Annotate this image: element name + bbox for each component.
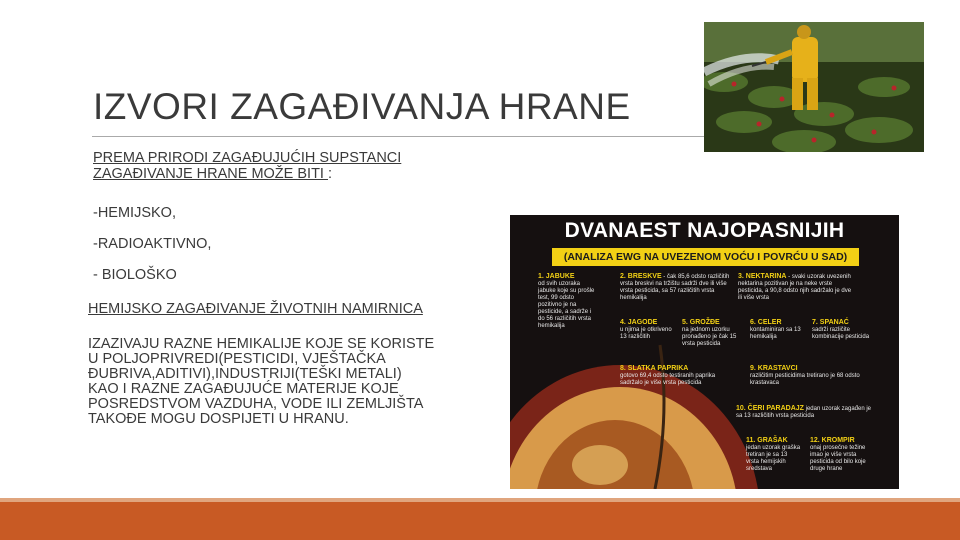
infographic-cell	[812, 319, 872, 341]
infographic-cell	[620, 319, 674, 341]
body-line: U POLJOPRIVREDI(PESTICIDI, VJEŠTAČKA	[88, 351, 386, 367]
cell-text: - čak 85,6 odsto različitih vrsta breskvi na tržištu sadrži dve ili više vrsta pesticida, sa 57 različitih vrsta hemikalija	[620, 274, 730, 301]
body-line: IZAZIVAJU RAZNE HEMIKALIJE KOJE SE KORISTE	[88, 336, 435, 352]
body-line: TAKOĐE MOGU DOSPIJETI U HRANU.	[88, 411, 349, 427]
body-line: POSREDSTVOM VAZDUHA, VODE ILI ZEMLJIŠTA	[88, 396, 424, 412]
list-item-biological: - BIOLOŠKO	[93, 267, 177, 283]
infographic-dozen-most-dangerous	[510, 215, 899, 489]
section-subheading: HEMIJSKO ZAGAĐIVANJE ŽIVOTNIH NAMIRNICA	[88, 301, 423, 317]
intro-line-2-text: ZAGAĐIVANJE HRANE MOŽE BITI	[93, 166, 328, 182]
infographic-cell	[538, 273, 596, 330]
infographic-cell	[736, 405, 874, 420]
infographic-cell	[750, 319, 804, 341]
cell-heading: 7. SPANAĆ	[812, 319, 849, 326]
infographic-cell	[620, 365, 732, 387]
list-item-radioactive: -RADIOAKTIVNO,	[93, 236, 212, 252]
slide-title: IZVORI ZAGAĐIVANJA HRANE	[93, 86, 631, 127]
cell-text: na jednom uzorku pronađeno je čak 15 vrsta pesticida	[682, 327, 737, 347]
cell-text: gotovo 69,4 odsto testiranih paprika sadržalo je više vrsta pesticida	[620, 373, 716, 386]
infographic-cell	[750, 365, 868, 387]
cell-heading: 3. NEKTARINA	[738, 273, 787, 280]
cell-text: jedan uzorak graška tretiran je sa 13 vrsta hemijskih sredstava	[746, 445, 801, 472]
cell-text: različitim pesticidima tretirano je 68 odsto krastavaca	[750, 373, 860, 386]
list-item-chemical: -HEMIJSKO,	[93, 205, 176, 221]
intro-line-1-text: PREMA PRIRODI ZAGAĐUJUĆIH SUPSTANCI	[93, 150, 402, 166]
cell-text: kontaminiran sa 13 hemikalija	[750, 327, 801, 340]
title-divider	[92, 136, 704, 137]
cell-heading: 1. JABUKE	[538, 273, 575, 280]
cell-heading: 12. KROMPIR	[810, 437, 855, 444]
cell-heading: 10. ČERI PARADAJZ	[736, 405, 804, 412]
pesticide-spraying-photo	[704, 22, 924, 152]
cell-text: sadrži različite kombinacije pesticida	[812, 327, 870, 340]
cell-heading: 11. GRAŠAK	[746, 437, 788, 444]
infographic-cell	[810, 437, 872, 473]
cell-heading: 2. BRESKVE	[620, 273, 662, 280]
footer-accent-bar	[0, 502, 960, 540]
infographic-cell	[738, 273, 856, 302]
infographic-cell	[746, 437, 802, 473]
intro-line-2	[93, 167, 332, 182]
infographic-subtitle: (ANALIZA EWG NA UVEZENOM VOĆU I POVRĆU U SAD)	[552, 248, 859, 266]
cell-heading: 8. SLATKA PAPRIKA	[620, 365, 689, 372]
cell-text: od svih uzoraka jabuke koje su prošle test, 99 odsto pozitivno je na pesticide, a sadrže i do 56 različitih vrsta hemikalija	[538, 281, 595, 329]
cell-heading: 5. GROŽĐE	[682, 319, 720, 326]
cell-text: - svaki uzorak uvezenih nektarina pozitivan je na neke vrste pesticida, a 90,8 odsto njih sadržalo je dve ili više vrsta	[738, 274, 852, 301]
body-paragraph	[88, 337, 434, 427]
cell-heading: 6. CELER	[750, 319, 782, 326]
infographic-cell	[620, 273, 732, 302]
body-line: KAO I RAZNE ZAGAĐUJUĆE MATERIJE KOJE	[88, 381, 399, 397]
cell-heading: 9. KRASTAVCI	[750, 365, 798, 372]
infographic-title: DVANAEST NAJOPASNIJIH	[564, 219, 845, 242]
intro-line-1	[93, 151, 401, 166]
cell-heading: 4. JAGODE	[620, 319, 658, 326]
cell-text: u njima je otkriveno 13 različitih	[620, 327, 672, 340]
cell-text: jedan uzorak zagađen je sa 13 različitih vrsta pesticida	[736, 406, 872, 419]
cell-text: onaj prosečne težine imao je više vrsta pesticida od bilo koje druge hrane	[810, 445, 866, 472]
infographic-cell	[682, 319, 740, 348]
body-line: ĐUBRIVA,ADITIVI),INDUSTRIJI(TEŠKI METALI)	[88, 366, 402, 382]
intro-line-2-colon: :	[327, 166, 333, 182]
